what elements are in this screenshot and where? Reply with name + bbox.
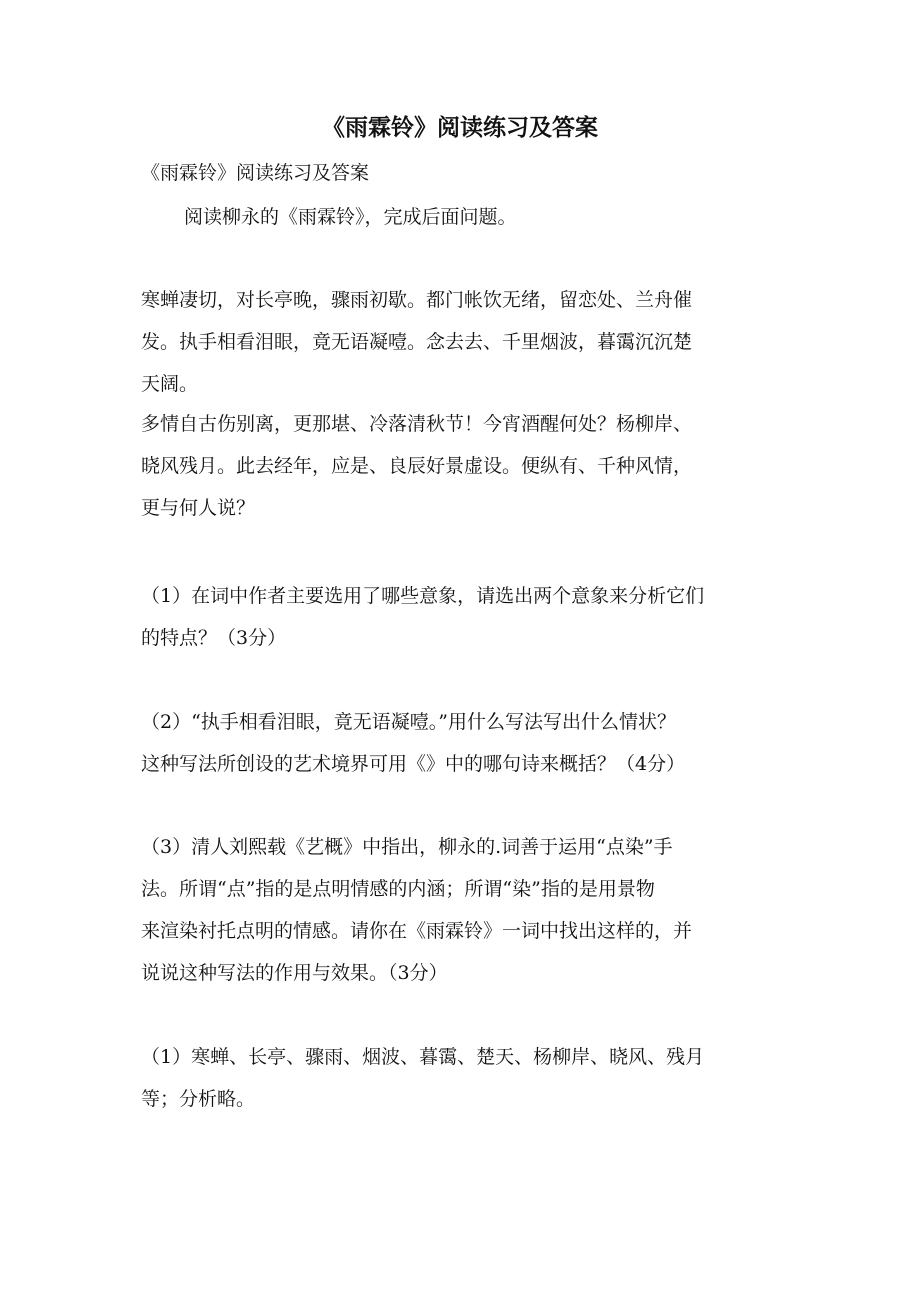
question-line: 这种写法所创设的艺术境界可用《》中的哪句诗来概括？（4分） <box>141 753 686 775</box>
question-3 <box>141 826 791 994</box>
poem-line: 天阔。 <box>141 373 199 395</box>
document-subtitle: 《雨霖铃》阅读练习及答案 <box>141 162 370 184</box>
poem-line: 发。执手相看泪眼，竟无语凝噎。念去去、千里烟波，暮霭沉沉楚 <box>141 331 693 353</box>
poem-line: 更与何人说？ <box>141 497 256 519</box>
question-line: 的特点？（3分） <box>141 627 287 649</box>
question-2 <box>141 701 791 785</box>
question-line: （1）在词中作者主要选用了哪些意象，请选出两个意象来分析它们 <box>141 585 705 607</box>
poem-stanza-2 <box>141 403 791 529</box>
answer-1 <box>141 1036 791 1120</box>
poem-line: 晓风残月。此去经年，应是、良辰好景虚设。便纵有、千种风情， <box>141 455 693 477</box>
question-line: 来渲染衬托点明的情感。请你在《雨霖铃》一词中找出这样的，并 <box>141 920 693 942</box>
question-1 <box>141 575 791 659</box>
poem-line: 寒蝉凄切，对长亭晚，骤雨初歇。都门帐饮无绪，留恋处、兰舟催 <box>141 289 693 311</box>
question-line: （3）清人刘熙载《艺概》中指出，柳永的.词善于运用“点染”手 <box>141 836 673 858</box>
reading-instruction: 阅读柳永的《雨霖铃》，完成后面问题。 <box>184 206 517 228</box>
question-line: 法。所谓“点”指的是点明情感的内涵；所谓“染”指的是用景物 <box>141 878 655 900</box>
poem-stanza-1 <box>141 279 791 405</box>
poem-line: 多情自古伤别离，更那堪、冷落清秋节！今宵酒醒何处？杨柳岸、 <box>141 413 693 435</box>
question-line: （2）“执手相看泪眼，竟无语凝噎。”用什么写法写出什么情状？ <box>141 711 677 733</box>
question-line: 说说这种写法的作用与效果。（3分） <box>141 962 448 984</box>
answer-line: （1）寒蝉、长亭、骤雨、烟波、暮霭、楚天、杨柳岸、晓风、残月 <box>141 1046 705 1068</box>
answer-line: 等；分析略。 <box>141 1088 256 1110</box>
document-title: 《雨霖铃》阅读练习及答案 <box>322 114 598 141</box>
